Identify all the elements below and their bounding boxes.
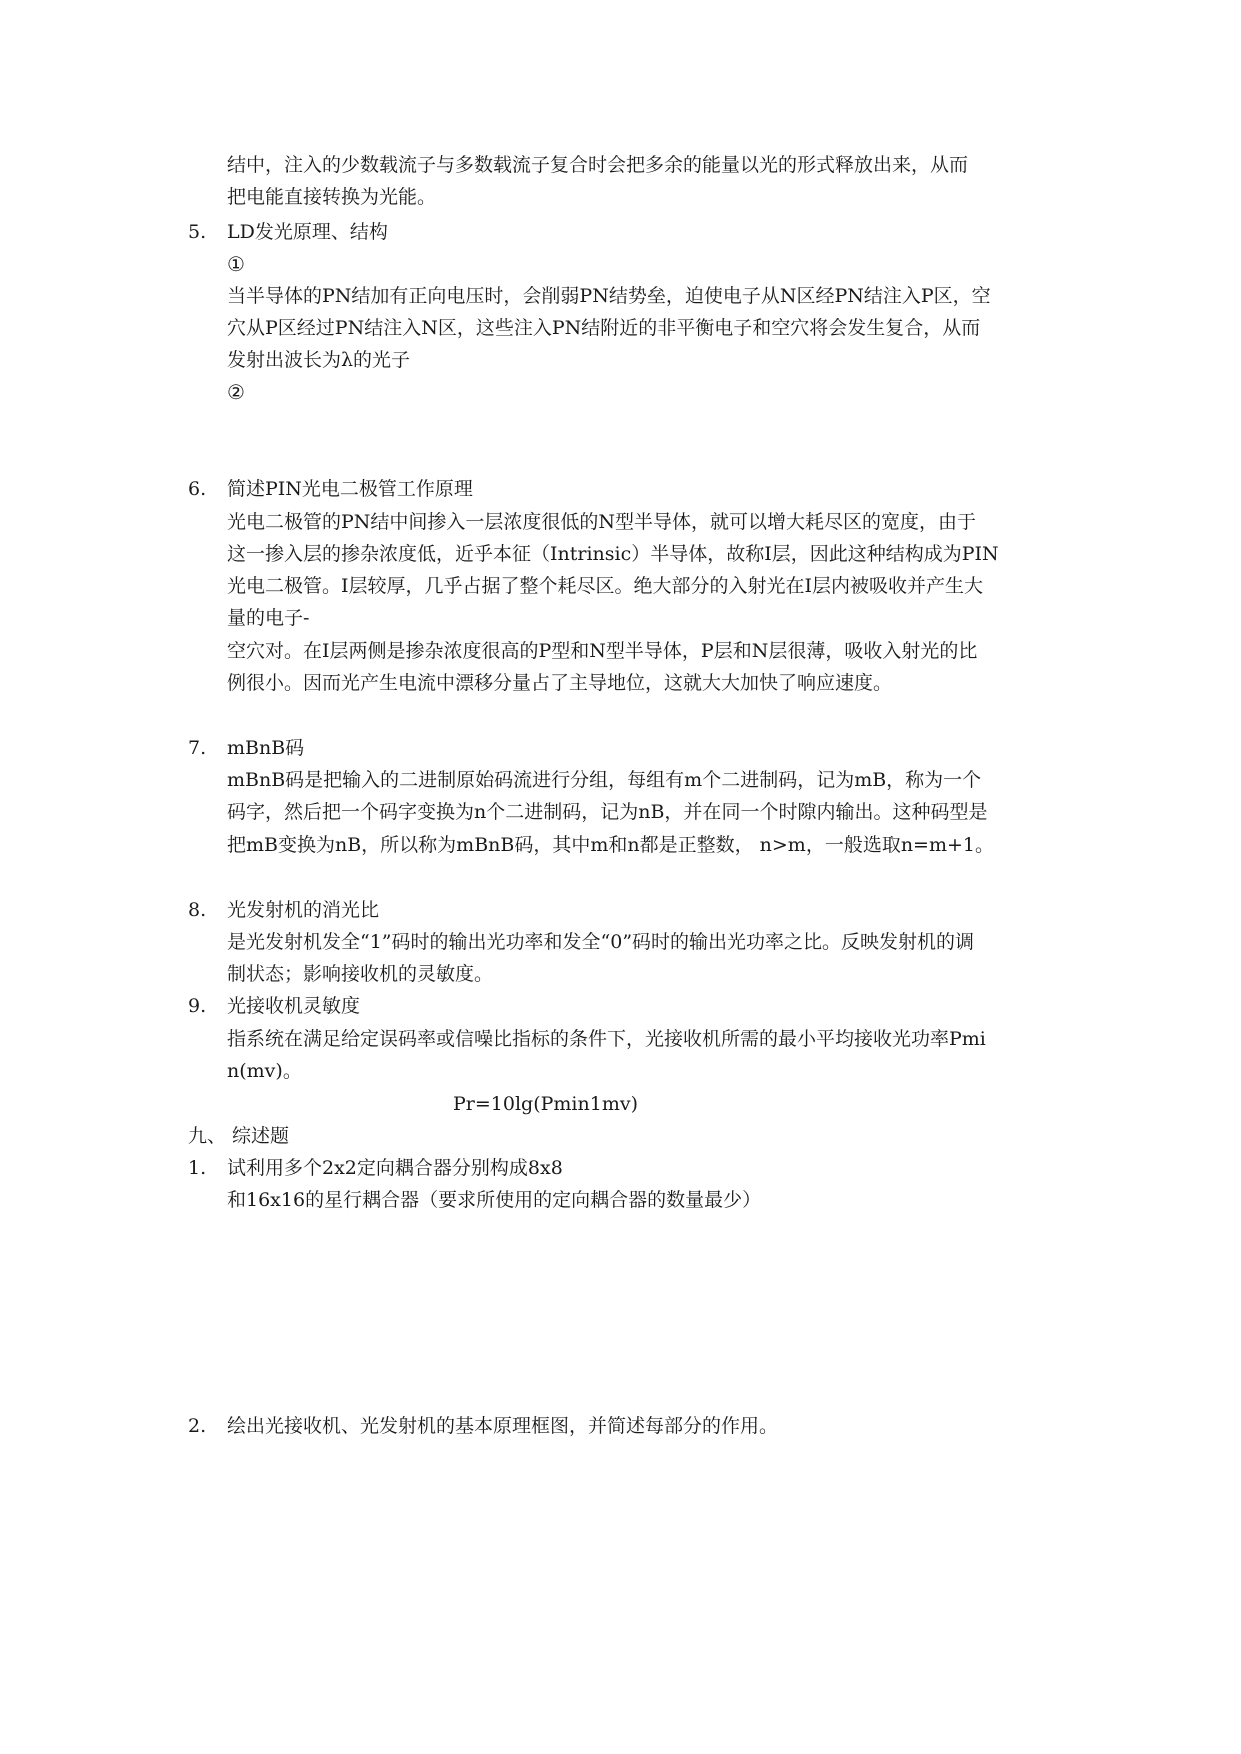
- q5-marker-2: ②: [227, 380, 245, 404]
- q5-answer-line-2: 穴从P区经过PN结注入N区，这些注入PN结附近的非平衡电子和空穴将会发生复合，从而: [227, 317, 981, 339]
- q8-answer-line-2: 制状态；影响接收机的灵敏度。: [227, 963, 494, 985]
- section-9-q2-number: 2.: [188, 1415, 207, 1437]
- q6-answer-line-2: 这一掺入层的掺杂浓度低，近乎本征（Intrinsic）半导体，故称I层，因此这种结构成为PIN: [227, 543, 999, 565]
- q6-answer-line-1: 光电二极管的PN结中间掺入一层浓度很低的N型半导体，就可以增大耗尽区的宽度，由于: [227, 511, 977, 533]
- q6-answer-line-5: 空穴对。在I层两侧是掺杂浓度很高的P型和N型半导体，P层和N层很薄，吸收入射光的比: [227, 640, 978, 662]
- q5-answer-line-3: 发射出波长为λ的光子: [227, 349, 411, 371]
- q9-title: 光接收机灵敏度: [227, 995, 361, 1017]
- q5-marker-1: ①: [227, 252, 245, 276]
- q8-title: 光发射机的消光比: [227, 899, 380, 921]
- q5-title: LD发光原理、结构: [227, 221, 388, 243]
- q9-number: 9.: [188, 995, 207, 1017]
- q7-answer-line-2: 码字，然后把一个码字变换为n个二进制码，记为nB，并在同一个时隙内输出。这种码型是: [227, 801, 988, 823]
- q8-number: 8.: [188, 899, 207, 921]
- q6-number: 6.: [188, 478, 207, 500]
- section-9-q1-line-2: 和16x16的星行耦合器（要求所使用的定向耦合器的数量最少）: [227, 1189, 762, 1211]
- q9-answer-line-2: n(mv)。: [227, 1060, 302, 1082]
- q7-answer-line-1: mBnB码是把输入的二进制原始码流进行分组，每组有m个二进制码，记为mB，称为一个: [227, 769, 982, 791]
- section-9-q1-number: 1.: [188, 1157, 207, 1179]
- q5-number: 5.: [188, 221, 207, 243]
- q6-answer-line-6: 例很小。因而光产生电流中漂移分量占了主导地位，这就大大加快了响应速度。: [227, 672, 893, 694]
- q8-answer-line-1: 是光发射机发全“1”码时的输出光功率和发全“0”码时的输出光功率之比。反映发射机的调: [227, 931, 975, 953]
- q6-title: 简述PIN光电二极管工作原理: [227, 478, 473, 500]
- q7-answer-line-3: 把mB变换为nB，所以称为mBnB码，其中m和n都是正整数， n>m，一般选取n=m+1。: [227, 834, 995, 856]
- q7-number: 7.: [188, 737, 207, 759]
- section-9-q2-line-1: 绘出光接收机、光发射机的基本原理框图，并简述每部分的作用。: [227, 1415, 779, 1437]
- section-9-q1-line-1: 试利用多个2x2定向耦合器分别构成8x8: [227, 1157, 563, 1179]
- q9-formula: Pr=10lg⁡(Pmin1mv): [453, 1093, 638, 1115]
- q7-title: mBnB码: [227, 737, 305, 759]
- q6-answer-line-4: 量的电子-: [227, 607, 310, 629]
- continuation-line-1: 结中，注入的少数载流子与多数载流子复合时会把多余的能量以光的形式释放出来，从而: [227, 154, 969, 176]
- q9-answer-line-1: 指系统在满足给定误码率或信噪比指标的条件下，光接收机所需的最小平均接收光功率Pmi: [227, 1028, 986, 1050]
- section-9-heading: 九、 综述题: [188, 1125, 290, 1147]
- q5-answer-line-1: 当半导体的PN结加有正向电压时，会削弱PN结势垒，迫使电子从N区经PN结注入P区，空: [227, 285, 991, 307]
- continuation-line-2: 把电能直接转换为光能。: [227, 186, 437, 208]
- q6-answer-line-3: 光电二极管。I层较厚，几乎占据了整个耗尽区。绝大部分的入射光在I层内被吸收并产生大: [227, 575, 984, 597]
